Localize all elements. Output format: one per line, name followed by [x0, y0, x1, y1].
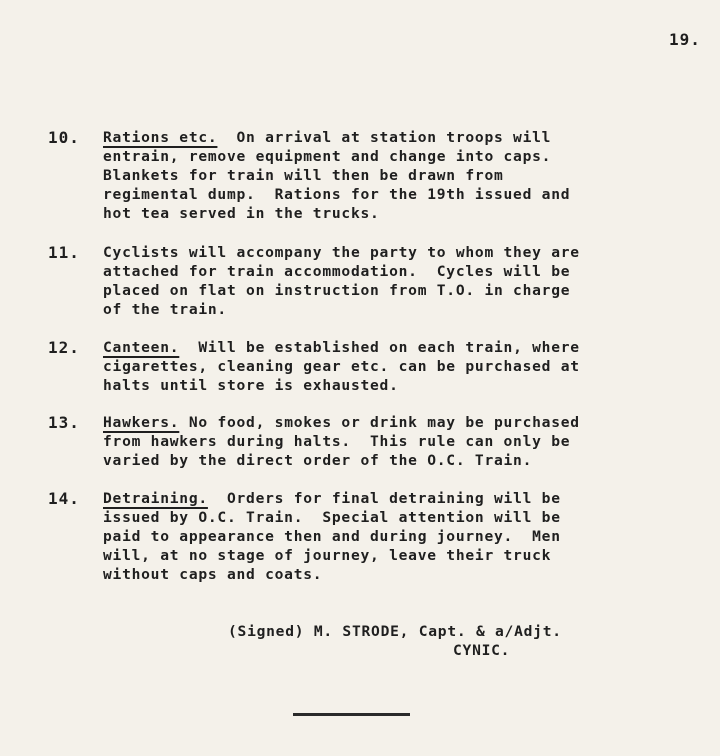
paragraph-body	[103, 413, 580, 470]
paragraph-line: placed on flat on instruction from T.O. in charge	[103, 282, 571, 299]
signature-unit: CYNIC.	[453, 642, 511, 659]
paragraph-number: 11.	[48, 243, 80, 262]
paragraph-line: entrain, remove equipment and change into caps.	[103, 148, 552, 165]
paragraph-line: regimental dump. Rations for the 19th issued and	[103, 186, 571, 203]
paragraph-line: attached for train accommodation. Cycles will be	[103, 263, 571, 280]
page-number: 19.	[669, 30, 701, 49]
paragraph-text: Will be established on each train, where	[179, 339, 580, 356]
footer-rule	[293, 713, 410, 716]
paragraph-line: halts until store is exhausted.	[103, 377, 399, 394]
paragraph-line: from hawkers during halts. This rule can only be	[103, 433, 571, 450]
paragraph-text: No food, smokes or drink may be purchased	[179, 414, 580, 431]
paragraph-line: cigarettes, cleaning gear etc. can be purchased at	[103, 358, 580, 375]
paragraph-line: Blankets for train will then be drawn from	[103, 167, 504, 184]
paragraph-heading: Detraining.	[103, 490, 208, 507]
paragraph-body	[103, 338, 580, 395]
paragraph-heading: Hawkers.	[103, 414, 180, 431]
paragraph-line: without caps and coats.	[103, 566, 323, 583]
paragraph-line: Cyclists will accompany the party to whom they are	[103, 244, 580, 261]
paragraph-body	[103, 489, 561, 584]
paragraph-number: 10.	[48, 128, 80, 147]
paragraph-body	[103, 128, 570, 223]
paragraph-text: On arrival at station troops will	[217, 129, 552, 146]
paragraph-number: 12.	[48, 338, 80, 357]
signature-block	[228, 622, 562, 659]
paragraph-heading: Canteen.	[103, 339, 180, 356]
paragraph-line	[103, 128, 570, 147]
signature-line: (Signed) M. STRODE, Capt. & a/Adjt.	[228, 623, 562, 640]
paragraph-line: hot tea served in the trucks.	[103, 205, 380, 222]
paragraph-number: 13.	[48, 413, 80, 432]
paragraph-heading: Rations etc.	[103, 129, 218, 146]
paragraph-body	[103, 243, 580, 319]
paragraph-line	[103, 489, 561, 508]
paragraph-number: 14.	[48, 489, 80, 508]
paragraph-text: Orders for final detraining will be	[207, 490, 561, 507]
paragraph-line	[103, 338, 580, 357]
paragraph-line: will, at no stage of journey, leave their truck	[103, 547, 552, 564]
paragraph-line: paid to appearance then and during journey. Men	[103, 528, 561, 545]
paragraph-line: of the train.	[103, 301, 227, 318]
paragraph-line: issued by O.C. Train. Special attention will be	[103, 509, 561, 526]
paragraph-line	[103, 413, 580, 432]
paragraph-line: varied by the direct order of the O.C. Train.	[103, 452, 533, 469]
